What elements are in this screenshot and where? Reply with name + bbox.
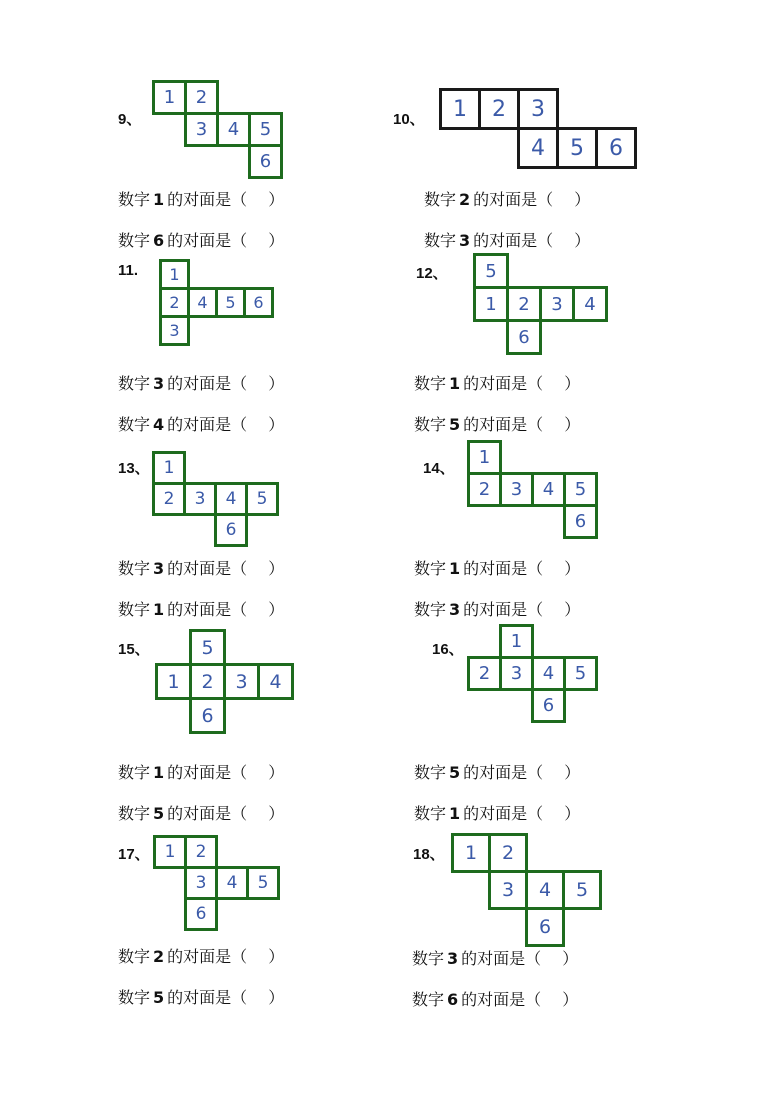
net-cell: 3	[159, 315, 190, 346]
net-cell: 1	[473, 286, 509, 322]
net-cell: 2	[184, 80, 219, 115]
question-line	[118, 801, 284, 824]
problem-number: 18、	[413, 846, 445, 863]
question-line	[414, 801, 580, 824]
question-digit: 5	[449, 415, 461, 434]
question-prefix: 数字	[118, 374, 151, 393]
question-prefix: 数字	[118, 804, 151, 823]
question-suffix: 的对面是（ ）	[167, 947, 285, 966]
net-cell: 4	[215, 866, 249, 900]
question-prefix: 数字	[412, 949, 445, 968]
question-suffix: 的对面是（ ）	[167, 374, 285, 393]
question-suffix: 的对面是（ ）	[473, 231, 591, 250]
net-cell: 1	[152, 80, 187, 115]
problem-number: 13、	[118, 460, 150, 477]
net-cell: 6	[189, 697, 226, 734]
question-digit: 2	[153, 947, 165, 966]
net-cell: 5	[189, 629, 226, 666]
net-cell: 4	[531, 472, 566, 507]
question-digit: 6	[447, 990, 459, 1009]
problem-number: 10、	[393, 111, 425, 128]
net-cell: 6	[184, 897, 218, 931]
net-cell: 2	[159, 287, 190, 318]
net-cell: 3	[499, 472, 534, 507]
net-cell: 5	[473, 253, 509, 289]
question-suffix: 的对面是（ ）	[463, 374, 581, 393]
question-prefix: 数字	[414, 374, 447, 393]
net-cell: 6	[506, 319, 542, 355]
net-cell: 3	[184, 112, 219, 147]
question-line	[118, 228, 284, 251]
question-line	[118, 187, 284, 210]
question-suffix: 的对面是（ ）	[167, 988, 285, 1007]
question-suffix: 的对面是（ ）	[473, 190, 591, 209]
question-line	[118, 556, 284, 579]
net-cell: 5	[563, 656, 598, 691]
question-line	[118, 412, 284, 435]
question-digit: 4	[153, 415, 165, 434]
question-line	[412, 946, 578, 969]
question-suffix: 的对面是（ ）	[167, 600, 285, 619]
problem-number: 17、	[118, 846, 150, 863]
net-cell: 2	[506, 286, 542, 322]
question-digit: 3	[447, 949, 459, 968]
net-cell: 4	[214, 482, 248, 516]
net-cell: 6	[525, 907, 565, 947]
net-cell: 2	[488, 833, 528, 873]
net-cell: 5	[563, 472, 598, 507]
question-prefix: 数字	[118, 947, 151, 966]
question-suffix: 的对面是（ ）	[463, 804, 581, 823]
question-line	[414, 412, 580, 435]
question-digit: 6	[153, 231, 165, 250]
question-digit: 2	[459, 190, 471, 209]
question-line	[414, 597, 580, 620]
net-cell: 3	[499, 656, 534, 691]
question-prefix: 数字	[118, 559, 151, 578]
net-cell: 1	[439, 88, 481, 130]
question-prefix: 数字	[118, 415, 151, 434]
net-cell: 1	[155, 663, 192, 700]
question-digit: 1	[153, 763, 165, 782]
net-cell: 4	[525, 870, 565, 910]
net-cell: 2	[189, 663, 226, 700]
question-suffix: 的对面是（ ）	[167, 231, 285, 250]
question-prefix: 数字	[414, 600, 447, 619]
question-prefix: 数字	[414, 763, 447, 782]
question-line	[412, 987, 578, 1010]
net-cell: 3	[183, 482, 217, 516]
question-digit: 3	[459, 231, 471, 250]
problem-number: 15、	[118, 641, 150, 658]
net-cell: 6	[531, 688, 566, 723]
net-cell: 5	[248, 112, 283, 147]
question-prefix: 数字	[414, 415, 447, 434]
net-cell: 4	[187, 287, 218, 318]
net-cell: 5	[215, 287, 246, 318]
problem-number: 9、	[118, 111, 142, 128]
net-cell: 1	[153, 835, 187, 869]
net-cell: 4	[517, 127, 559, 169]
question-digit: 3	[153, 559, 165, 578]
question-line	[118, 597, 284, 620]
question-suffix: 的对面是（ ）	[461, 990, 579, 1009]
net-cell: 1	[159, 259, 190, 290]
question-line	[414, 556, 580, 579]
net-cell: 2	[467, 472, 502, 507]
net-cell: 5	[562, 870, 602, 910]
question-digit: 1	[153, 600, 165, 619]
question-digit: 1	[449, 559, 461, 578]
question-line	[424, 187, 590, 210]
question-suffix: 的对面是（ ）	[463, 600, 581, 619]
net-cell: 1	[467, 440, 502, 475]
question-digit: 1	[153, 190, 165, 209]
net-cell: 6	[563, 504, 598, 539]
question-line	[118, 944, 284, 967]
question-line	[118, 760, 284, 783]
question-suffix: 的对面是（ ）	[463, 763, 581, 782]
problem-number: 11.	[118, 262, 139, 279]
question-suffix: 的对面是（ ）	[167, 559, 285, 578]
question-prefix: 数字	[118, 231, 151, 250]
net-cell: 3	[223, 663, 260, 700]
question-suffix: 的对面是（ ）	[461, 949, 579, 968]
question-suffix: 的对面是（ ）	[463, 559, 581, 578]
question-prefix: 数字	[118, 600, 151, 619]
net-cell: 4	[531, 656, 566, 691]
net-cell: 3	[184, 866, 218, 900]
net-cell: 1	[152, 451, 186, 485]
net-cell: 3	[539, 286, 575, 322]
question-suffix: 的对面是（ ）	[167, 804, 285, 823]
question-prefix: 数字	[118, 988, 151, 1007]
question-line	[118, 985, 284, 1008]
question-prefix: 数字	[424, 231, 457, 250]
question-suffix: 的对面是（ ）	[463, 415, 581, 434]
net-cell: 6	[595, 127, 637, 169]
problem-number: 16、	[432, 641, 464, 658]
question-suffix: 的对面是（ ）	[167, 763, 285, 782]
net-cell: 2	[152, 482, 186, 516]
question-suffix: 的对面是（ ）	[167, 415, 285, 434]
question-prefix: 数字	[414, 804, 447, 823]
net-cell: 2	[478, 88, 520, 130]
net-cell: 2	[467, 656, 502, 691]
question-digit: 5	[153, 988, 165, 1007]
question-prefix: 数字	[412, 990, 445, 1009]
net-cell: 2	[184, 835, 218, 869]
question-line	[118, 371, 284, 394]
question-line	[414, 760, 580, 783]
question-prefix: 数字	[424, 190, 457, 209]
question-line	[424, 228, 590, 251]
question-digit: 1	[449, 374, 461, 393]
net-cell: 5	[556, 127, 598, 169]
net-cell: 6	[243, 287, 274, 318]
question-digit: 5	[449, 763, 461, 782]
question-prefix: 数字	[118, 763, 151, 782]
question-line	[414, 371, 580, 394]
problem-number: 12、	[416, 265, 448, 282]
net-cell: 1	[451, 833, 491, 873]
net-cell: 4	[257, 663, 294, 700]
net-cell: 1	[499, 624, 534, 659]
net-cell: 6	[248, 144, 283, 179]
net-cell: 4	[572, 286, 608, 322]
question-digit: 3	[153, 374, 165, 393]
question-digit: 1	[449, 804, 461, 823]
net-cell: 6	[214, 513, 248, 547]
question-digit: 3	[449, 600, 461, 619]
problem-number: 14、	[423, 460, 455, 477]
question-suffix: 的对面是（ ）	[167, 190, 285, 209]
question-prefix: 数字	[414, 559, 447, 578]
question-digit: 5	[153, 804, 165, 823]
net-cell: 4	[216, 112, 251, 147]
question-prefix: 数字	[118, 190, 151, 209]
net-cell: 5	[245, 482, 279, 516]
net-cell: 3	[517, 88, 559, 130]
net-cell: 3	[488, 870, 528, 910]
net-cell: 5	[246, 866, 280, 900]
